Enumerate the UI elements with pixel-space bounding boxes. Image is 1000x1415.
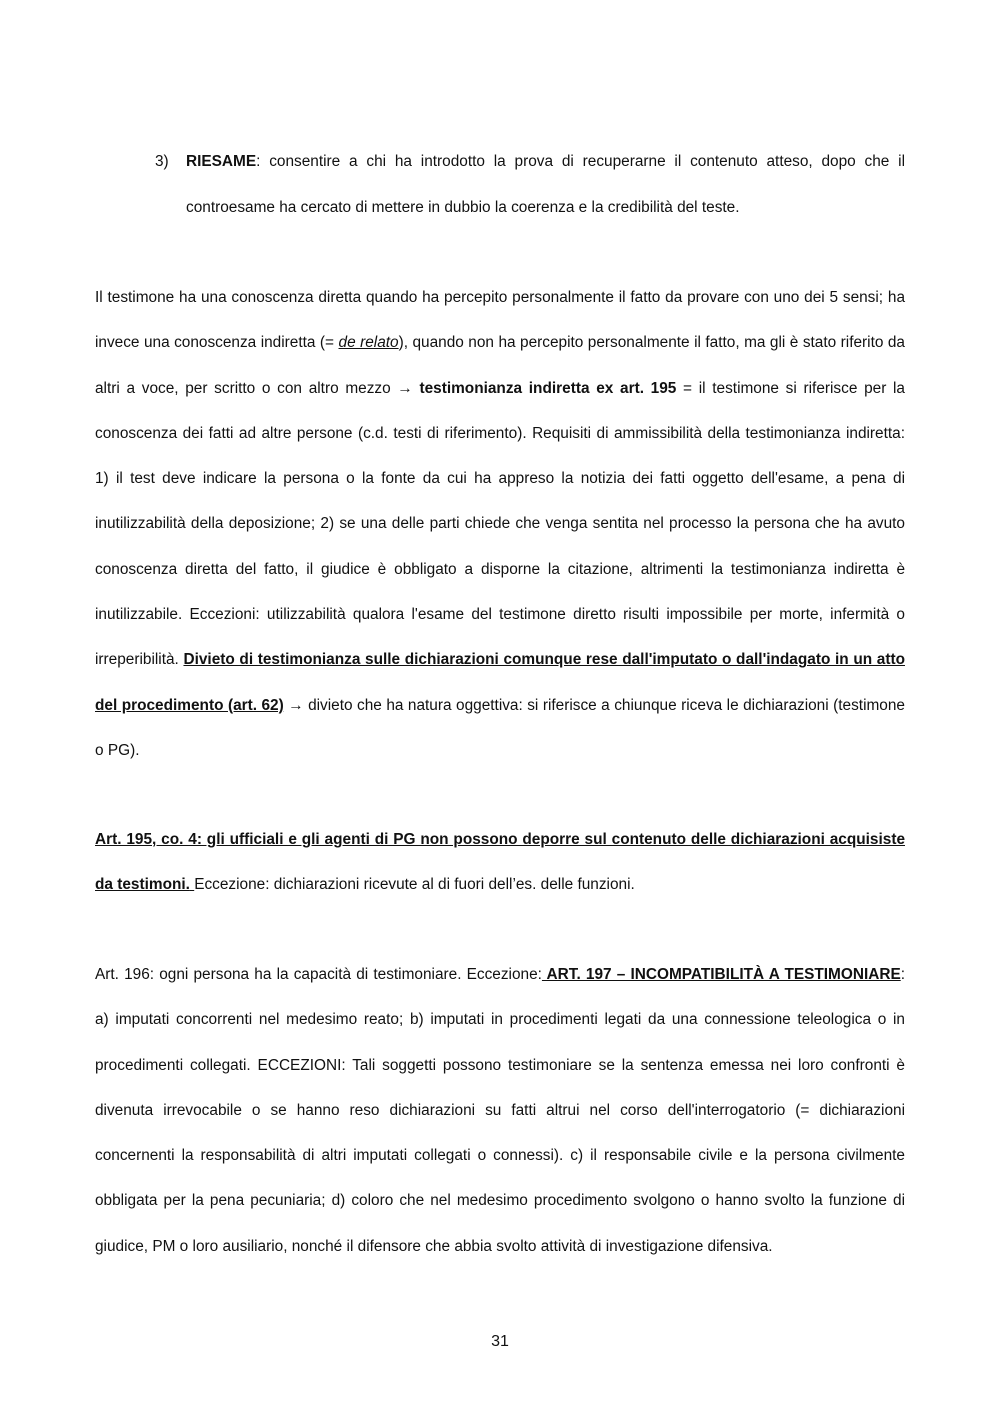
list-item-text: : consentire a chi ha introdotto la prova di recuperarne il contenuto atteso, dopo che il controesame ha cercato di mettere in dubbio la coerenza e la credibilità del teste. bbox=[186, 153, 905, 216]
list-item-term: RIESAME bbox=[186, 153, 257, 170]
paragraph-art-195-co-4 bbox=[95, 817, 905, 908]
bold-underline-divieto: Divieto di testimonianza sulle dichiarazioni comunque rese dall'imputato o dall'indagato in un atto del procedimento (art. 62) bbox=[95, 651, 905, 714]
list-item-body bbox=[186, 139, 905, 231]
text-segment: Art. 196: ogni persona ha la capacità di testimoniare. Eccezione: bbox=[95, 966, 542, 983]
text-segment: = il testimone si riferisce per la conoscenza dei fatti ad altre persone (c.d. testi di riferimento). Requisiti di ammissibilità della testimonianza indiretta: 1) il test deve indicare la persona o la fonte da cui ha appreso la notizia dei fatti oggetto dell'esame, a pena di inutilizzabilità della deposizione; 2) se una delle parti chiede che venga sentita nel processo la persona che ha avuto conoscenza diretta del fatto, il giudice è obbligato a disporne la citazione, altrimenti la testimonianza indiretta è inutilizzabile. Eccezioni: utilizzabilità qualora l'esame del testimone diretto risulti impossibile per morte, infermità o irreperibilità. bbox=[95, 379, 905, 669]
bold-underline-art-197: ART. 197 – INCOMPATIBILITÀ A TESTIMONIARE bbox=[541, 966, 901, 983]
text-segment: divieto che ha natura oggettiva: si riferisce a chiunque riceva le dichiarazioni (testimone o PG). bbox=[95, 696, 905, 759]
page-number: 31 bbox=[491, 1333, 509, 1350]
italic-term-de-relato: de relato bbox=[338, 334, 399, 352]
text-segment: Eccezione: dichiarazioni ricevute al di fuori dell’es. delle funzioni. bbox=[194, 876, 635, 894]
text-segment: Il testimone ha una conoscenza diretta quando ha percepito personalmente il fatto da provare con uno dei 5 sensi; ha invece una conoscenza indiretta (= bbox=[95, 289, 905, 352]
text-segment: : a) imputati concorrenti nel medesimo reato; b) imputati in procedimenti legati da una connessione teleologica o in procedimenti collegati. ECCEZIONI: Tali soggetti possono testimoniare se la sentenza emessa nei loro confronti è divenuta irrevocabile o se hanno reso dichiarazioni su fatti altrui nel corso dell'interrogatorio (= dichiarazioni concernenti la responsabilità di altri imputati collegati o connessi). c) il responsabile civile e la persona civilmente obbligata per la pena pecuniaria; d) coloro che nel medesimo procedimento svolgono o hanno svolto la funzione di giudice, PM o loro ausiliario, nonché il difensore che abbia svolto attività di investigazione difensiva. bbox=[95, 966, 906, 1255]
bold-heading-testimonianza-indiretta: testimonianza indiretta ex art. 195 bbox=[412, 379, 677, 397]
text-segment: ), quando non ha percepito personalmente il fatto, ma gli è stato riferito da altri a voce, per scritto o con altro mezzo bbox=[95, 334, 905, 397]
paragraph-art-196-197 bbox=[95, 952, 905, 1269]
list-number: 3) bbox=[155, 153, 169, 170]
list-item-riesame bbox=[155, 139, 905, 231]
arrow-right-icon: → bbox=[283, 696, 304, 714]
paragraph-testimonianza-indiretta bbox=[95, 275, 905, 773]
arrow-right-icon: → bbox=[397, 379, 413, 397]
bold-underline-art-195: Art. 195, co. 4: gli ufficiali e gli agenti di PG non possono deporre sul contenuto delle dichiarazioni acquisiste da testimoni. bbox=[95, 831, 905, 894]
